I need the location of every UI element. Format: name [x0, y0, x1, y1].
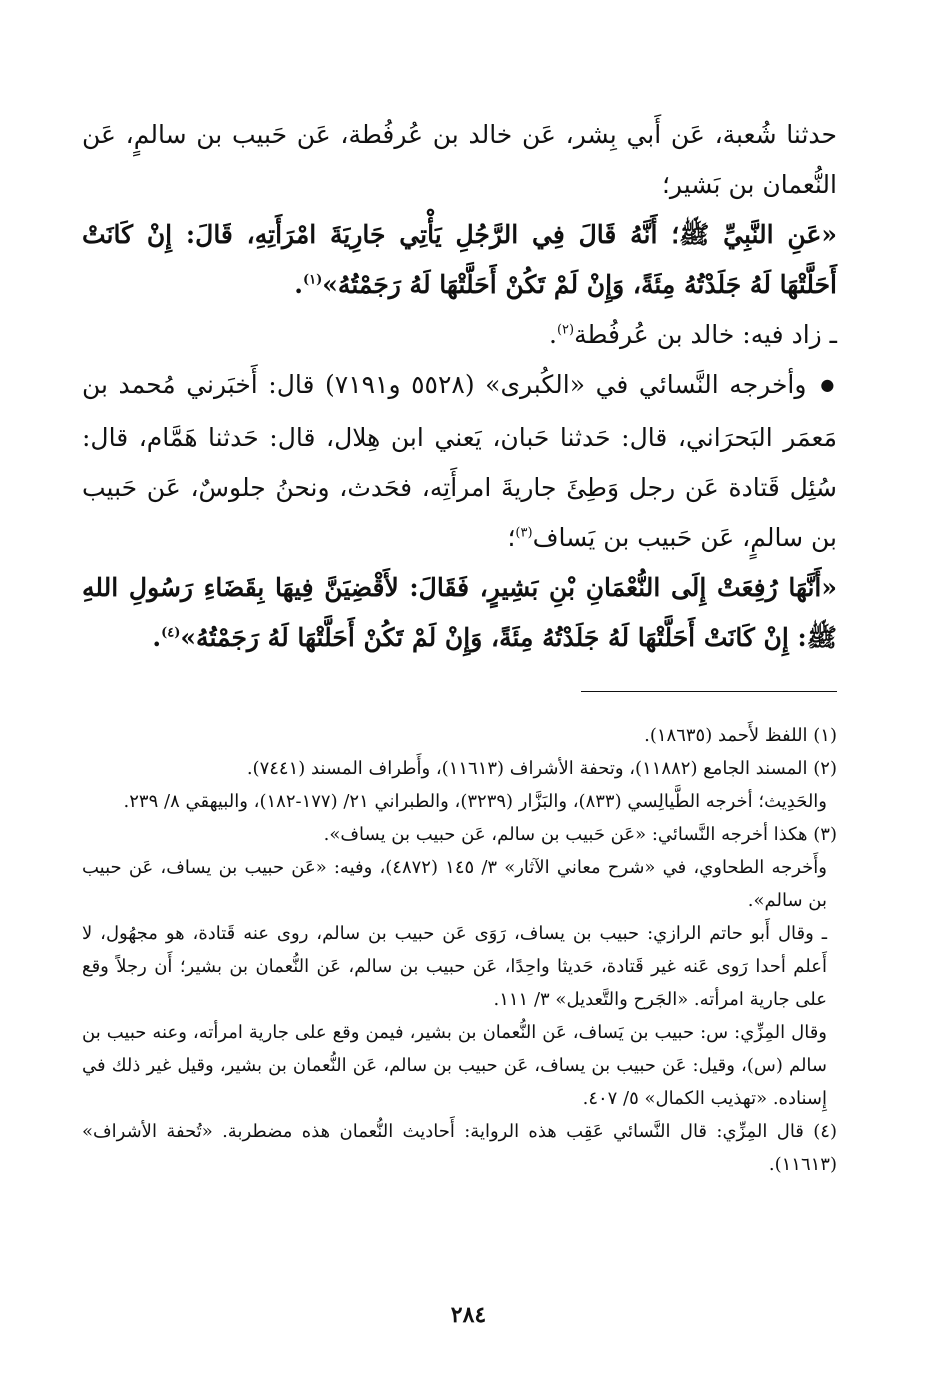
footnote-ref-4: (٤) — [161, 625, 181, 641]
footnote-1: (١) اللفظ لأَحمد (١٨٦٣٥). — [644, 725, 837, 746]
footnote-3-continuation-2: ـ وقال أَبو حاتم الرازي: حبيب بن يساف، رَوَى عَن حبيب بن سالم، روى عنه قَتادة، هو مجهُول، لا أَعلم أحدا رَوى عَنه غير قَتادة، حَديثا واحِدًا، عَن حبيب بن سالم، عَن النُّعمان بن بشير؛ أَن رجلاً وقع على جارية امرأته. «الجَرح والتَّعديل» ٣/ ١١١. — [82, 923, 827, 1010]
hadith-text-1: «عَنِ النَّبِيِّ ﷺ؛ أَنَّهُ قَالَ فِي الرَّجُلِ يَأْتِي جَارِيَةَ امْرَأَتِهِ، قَالَ: إِنْ كَانَتْ أَحَلَّتْهَا لَهُ جَلَدْتُهُ مِئَةً، وَإِنْ لَمْ تَكُنْ أَحَلَّتْهَا لَهُ رَجَمْتُهُ»$^{(١)}$. — [82, 220, 837, 299]
footnotes — [82, 719, 837, 1181]
footnote-ref-1: (١) — [303, 272, 323, 288]
footnote-4: (٤) قال المِزِّي: قال النَّسائي عَقِب هذه الرواية: أَحاديث النُّعمان هذه مضطربة. «تُحفة الأشراف» (١١٦١٣). — [82, 1121, 837, 1175]
main-text — [82, 110, 837, 663]
isnad-paragraph-2: ● وأخرجه النَّسائي في «الكُبرى» (٥٥٢٨ و٧١٩١) قال: أَخبَرني مُحمد بن مَعمَر البَحرَاني، قال: حَدثنا حَبان، يَعني ابن هِلال، قال: حَدثنا هَمَّام، قال: سُئِل قَتادة عَن رجل وَطِئَ جاريةَ امرأَتِه، فحَدث، ونحنُ جلوسٌ، عَن حَبيب بن سالمٍ، عَن حَبيب بن يَساف$^{(٣)}$؛ — [82, 360, 837, 563]
footnote-2: (٢) المسند الجامع (١١٨٨٢)، وتحفة الأشراف (١١٦١٣)، وأَطراف المسند (٧٤٤١). — [246, 758, 837, 779]
footnote-3: (٣) هكذا أخرجه النَّسائي: «عَن حَبيب بن سالم، عَن حبيب بن يساف». — [323, 824, 837, 845]
separator-line — [581, 691, 837, 692]
footnote-3-continuation-1: وأَخرجه الطحاوي، في «شرح معاني الآثار» ٣/ ١٤٥ (٤٨٧٢)، وفيه: «عَن حبيب بن يساف، عَن حبيب بن سالم». — [82, 857, 827, 911]
footnote-ref-2: (٢) — [556, 322, 575, 338]
footnote-separator — [82, 663, 837, 719]
document-page — [82, 110, 837, 1343]
footnote-2-continuation: والحَدِيث؛ أخرجه الطَّيالِسي (٨٣٣)، والبَزَّار (٣٢٣٩)، والطبراني ٢١/ (١٧٧-١٨٢)، والبيهقي ٨/ ٢٣٩. — [123, 791, 827, 812]
isnad-paragraph-1: حدثنا شُعبة، عَن أَبي بِشر، عَن خالد بن عُرفُطة، عَن حَبيب بن سالمٍ، عَن النُّعمان بن بَشير؛ — [82, 120, 837, 199]
page-number: ٢٨٤ — [450, 1302, 487, 1328]
addition-note: ـ زاد فيه: خالد بن عُرفُطة$^{(٢)}$. — [549, 320, 837, 349]
hadith-text-2: «أَنَّهَا رُفِعَتْ إِلَى النُّعْمَانِ بْنِ بَشِيرٍ، فَقَالَ: لأَقْضِيَنَّ فِيهَا بِقَضَاءِ رَسُولِ اللهِ ﷺ: إِنْ كَانَتْ أَحَلَّتْهَا لَهُ جَلَدْتُهُ مِئَةً، وَإِنْ لَمْ تَكُنْ أَحَلَّتْهَا لَهُ رَجَمْتُهُ»$^{(٤)}$. — [82, 573, 837, 652]
footnote-ref-3: (٣) — [515, 525, 533, 541]
footnote-3-continuation-3: وقال المِزِّي: س: حبيب بن يَساف، عَن النُّعمان بن بشير، فيمن وقع على جارية امرأته، وعنه حبيب بن سالم (س)، وقيل: عَن حبيب بن يساف، عَن حبيب بن سالم، عَن النُّعمان بن بشير، وقيل غير ذلك في إِسناده. «تهذيب الكمال» ٥/ ٤٠٧. — [82, 1022, 827, 1109]
